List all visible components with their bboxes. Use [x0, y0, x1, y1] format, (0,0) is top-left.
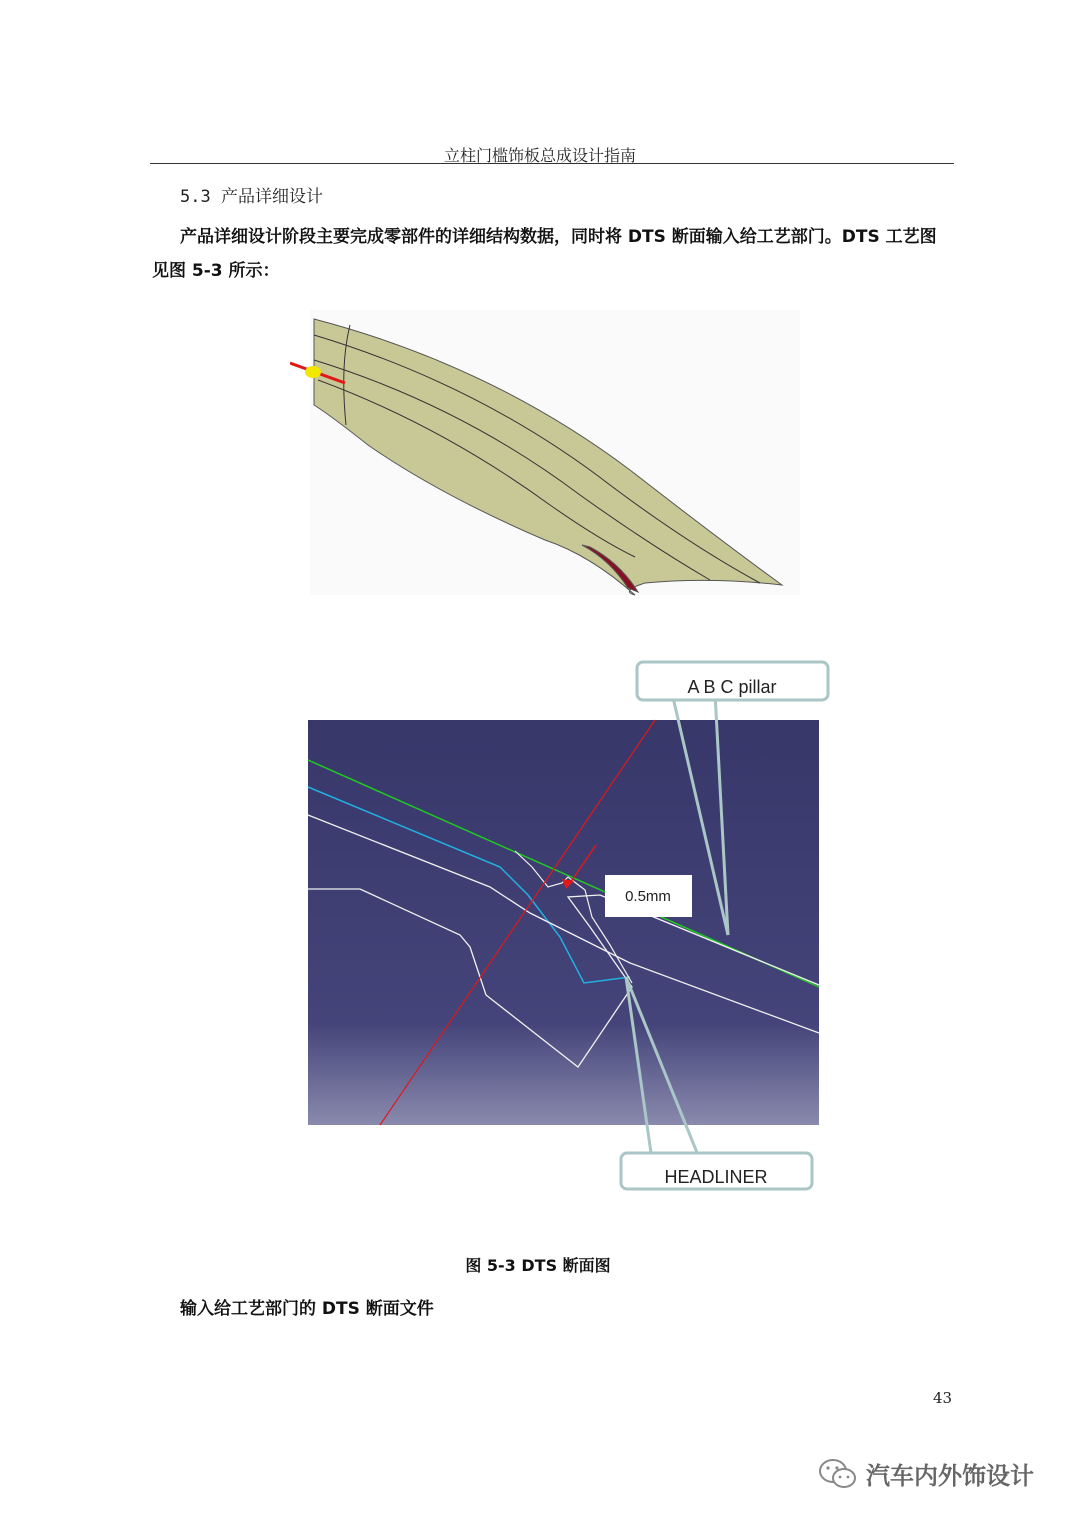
headliner-callout-label: HEADLINER	[664, 1167, 768, 1187]
note-text: 输入给工艺部门的 DTS 断面文件	[180, 1299, 434, 1319]
pillar-callout-label: A B C pillar	[687, 677, 777, 697]
cad-viewport	[308, 720, 819, 1125]
page-header: 立柱门槛饰板总成设计指南	[443, 146, 636, 165]
body-paragraph: 产品详细设计阶段主要完成零部件的详细结构数据，同时将 DTS 断面输入给工艺部门。DTS 工艺图见图 5-3 所示：	[152, 227, 937, 281]
header-rule	[150, 163, 954, 164]
wechat-icon	[818, 1457, 858, 1491]
pillar-3d-svg	[290, 305, 810, 605]
watermark-text: 汽车内外饰设计	[866, 1462, 1034, 1490]
section-marker-point	[305, 366, 321, 378]
dts-section-figure	[300, 655, 840, 1209]
section-title: 5.3 产品详细设计	[180, 187, 323, 207]
page-number: 43	[933, 1389, 953, 1407]
watermark	[818, 1456, 1034, 1491]
dimension-label: 0.5mm	[625, 888, 671, 905]
dts-section-svg	[300, 655, 840, 1205]
figure-caption: 图 5-3 DTS 断面图	[465, 1256, 611, 1275]
pillar-3d-figure	[290, 305, 810, 609]
